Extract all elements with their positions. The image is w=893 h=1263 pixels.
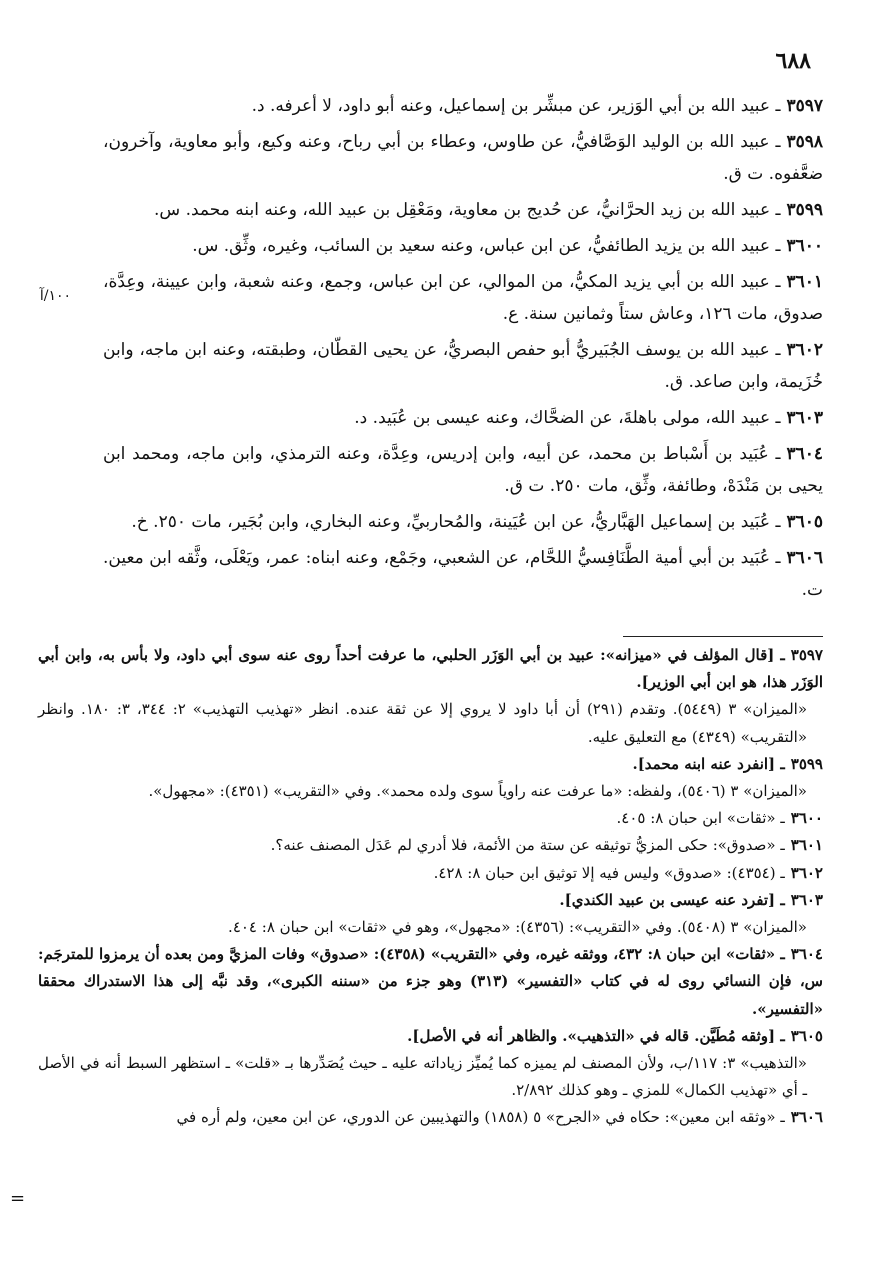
entry-text: ـ عُبَيد بن إسماعيل الهَبَّاريُّ، عن ابن عُيَينة، والمُحاربيِّ، وعنه البخاري، وابن بُجَير، مات ٢٥٠. خ. <box>131 512 781 532</box>
page-number: ٦٨٨ <box>775 48 811 74</box>
footnote-heading: ـ [تفرد عنه عيسى بن عبيد الكندي]. <box>559 890 785 909</box>
margin-folio-note: ١٠٠/آ <box>39 288 71 304</box>
entry <box>103 194 823 226</box>
footnote-heading: ـ [انفرد عنه ابنه محمد]. <box>632 754 785 773</box>
entry <box>103 542 823 606</box>
entry-text: ـ عُبَيد بن أبي أمية الطَّنَافِسيُّ اللحَّام، عن الشعبي، وجَمْع، وعنه ابناه: عمر، ويَعْلَى، وثَّقه ابن معين. ت. <box>103 548 823 600</box>
continuation-mark: = <box>10 1188 26 1209</box>
entry-text: ـ عبيد الله بن الوليد الوَصَّافيُّ، عن طاوس، وعطاء بن أبي رباح، وعنه وكيع، وأبو معاوية، وآخرون، ضعَّفوه. ت ق. <box>103 132 823 184</box>
footnotes <box>38 642 823 1132</box>
footnote <box>38 751 823 805</box>
entry <box>103 126 823 190</box>
footnote-number: ٣٦٠٣ <box>790 890 823 909</box>
footnote <box>38 941 823 1023</box>
entry-text: ـ عبيد الله بن يزيد الطائفيُّ، عن ابن عباس، وعنه سعيد بن السائب، وغيره، وثِّق. س. <box>192 236 781 256</box>
footnote <box>38 1023 823 1105</box>
footnote-number: ٣٦٠٤ <box>790 945 823 964</box>
entry <box>103 90 823 122</box>
footnote-body: ـ «صدوق»: حكى المزيُّ توثيقه عن ستة من الأئمة، فلا أدري لم عَدَل المصنف عنه؟. <box>270 836 785 855</box>
entry-text: ـ عبيد الله بن أبي يزيد المكيُّ، من الموالي، عن ابن عباس، وجمع، وعنه شعبة، وابن عيينة، وعِدَّة، صدوق، مات ١٢٦، وعاش ستاً وثمانين سنة. ع. <box>103 272 823 324</box>
entry-number: ٣٦٠٦ <box>786 548 823 568</box>
footnote-heading: ـ [قال المؤلف في «ميزانه»: عبيد بن أبي الوَزَر الحلبي، ما عرفت أحداً روى عنه سوى أبي داود، ولا بأس به، وابن أبي الوَزَر هذا، هو ابن أبي الوزير]. <box>38 646 823 692</box>
footnote <box>38 1104 823 1131</box>
footnote <box>38 887 823 941</box>
entry-text: ـ عبيد الله بن أبي الوَزير، عن مبشِّر بن إسماعيل، وعنه أبو داود، لا أعرفه. د. <box>251 96 781 116</box>
entry-text: ـ عبيد الله بن زيد الحرَّانيُّ، عن حُديج بن معاوية، ومَعْقِل بن عبيد الله، وعنه ابنه محمد. س. <box>154 200 781 220</box>
main-text <box>103 90 823 610</box>
entry-number: ٣٥٩٧ <box>786 96 823 116</box>
footnote-body: ـ (٤٣٥٤): «صدوق» وليس فيه إلا توثيق ابن حبان ٨: ٤٢٨. <box>433 863 785 882</box>
entry <box>103 402 823 434</box>
entry-number: ٣٦٠٠ <box>786 236 823 256</box>
entry-text: ـ عبيد الله، مولى باهلةَ، عن الضحَّاك، وعنه عيسى بن عُبَيد. د. <box>354 408 781 428</box>
entry-number: ٣٦٠٤ <box>786 444 823 464</box>
footnote-number: ٣٦٠١ <box>790 836 823 855</box>
footnote-body: «الميزان» ٣ (٥٤٠٦)، ولفظه: «ما عرفت عنه راوياً سوى ولده محمد». وفي «التقريب» (٤٣٥١): «مجهول». <box>148 782 807 801</box>
footnote-heading: ـ [وثقه مُطَيَّن. قاله في «التذهيب». والظاهر أنه في الأصل]. <box>407 1026 785 1045</box>
entry <box>103 438 823 502</box>
entry-number: ٣٦٠٥ <box>786 512 823 532</box>
entry-number: ٣٥٩٩ <box>786 200 823 220</box>
entry-number: ٣٦٠١ <box>786 272 823 292</box>
footnote <box>38 805 823 832</box>
footnote-heading: ـ «ثقات» ابن حبان ٨: ٤٣٢، ووثقه غيره، وفي «التقريب» (٤٣٥٨): «صدوق» وفات المزيَّ ومن بعده أن يرمزوا للمترجَم: س، فإن النسائي روى له في كتاب «التفسير» (٣١٣) وهو جزء من «سننه الكبرى»، وقد نبَّه إلى هذا الاستدراك محققا «التفسير». <box>38 945 823 1018</box>
footnote-number: ٣٦٠٥ <box>790 1026 823 1045</box>
entry-text: ـ عبيد الله بن يوسف الجُبَيريُّ أبو حفص البصريُّ، عن يحيى القطّان، وطبقته، وعنه ابن ماجه، وابن خُزَيمة، وابن صاعد. ق. <box>103 340 823 392</box>
footnote-body: «الميزان» ٣ (٥٤٤٩). وتقدم (٢٩١) أن أبا داود لا يروي إلا عن ثقة عنده. انظر «تهذيب التهذيب» ٢: ٣٤٤، ٣: ١٨٠. وانظر «التقريب» (٤٣٤٩) مع التعليق عليه. <box>38 700 807 746</box>
footnote-body: ـ «ثقات» ابن حبان ٨: ٤٠٥. <box>616 809 785 828</box>
footnote <box>38 832 823 859</box>
footnote-divider <box>623 636 823 637</box>
footnote-body: «التذهيب» ٣: ١١٧/ب، ولأن المصنف لم يميزه كما يُميِّز زياداته عليه ـ حيث يُصَدِّرها بـ «قلت» ـ استظهر السبط أنه في الأصل ـ أي «تهذيب الكمال» للمزي ـ وهو كذلك ٢/٨٩٢. <box>38 1054 807 1100</box>
entry-number: ٣٥٩٨ <box>786 132 823 152</box>
entry <box>103 230 823 262</box>
footnote-body: ـ «وثقه ابن معين»: حكاه في «الجرح» ٥ (١٨٥٨) والتهذيبين عن الدوري، عن ابن معين، ولم أره في <box>176 1108 785 1127</box>
entry <box>103 334 823 398</box>
footnote-number: ٣٦٠٦ <box>790 1108 823 1127</box>
footnote-number: ٣٦٠٢ <box>790 863 823 882</box>
entry-number: ٣٦٠٢ <box>786 340 823 360</box>
footnote-number: ٣٦٠٠ <box>790 809 823 828</box>
entry <box>103 506 823 538</box>
footnote-number: ٣٥٩٧ <box>790 646 823 664</box>
footnote <box>38 642 823 751</box>
entry-text: ـ عُبَيد بن أَسْباط بن محمد، عن أبيه، وابن إدريس، وعِدَّة، وعنه الترمذي، وابن ماجه، ومحمد ابن يحيى بن مَنْدَهْ، وطائفة، وثِّق، مات ٢٥٠. ت ق. <box>103 444 823 496</box>
footnote-body: «الميزان» ٣ (٥٤٠٨). وفي «التقريب»: (٤٣٥٦): «مجهول»، وهو في «ثقات» ابن حبان ٨: ٤٠٤. <box>228 918 807 937</box>
footnote-number: ٣٥٩٩ <box>790 754 823 773</box>
footnote <box>38 860 823 887</box>
entry-number: ٣٦٠٣ <box>786 408 823 428</box>
entry <box>103 266 823 330</box>
